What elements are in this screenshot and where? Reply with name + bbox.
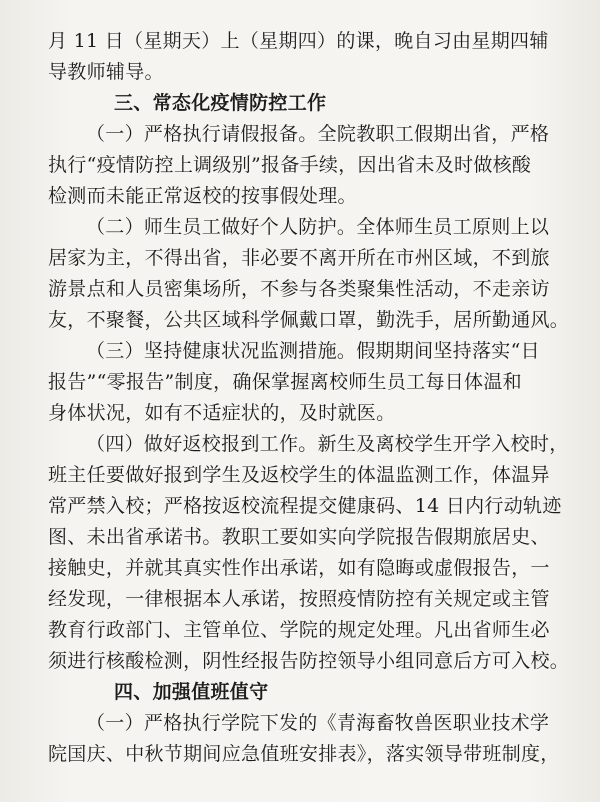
text-line: （一）严格执行学院下发的《青海畜牧兽医职业技术学 <box>86 712 550 734</box>
text-line: 院国庆、中秋节期间应急值班安排表》，落实领导带班制度， <box>48 743 560 765</box>
text-line: 居家为主，不得出省，非必要不离开所在市州区域，不到旅 <box>48 247 550 269</box>
text-line: 身体状况，如有不适症状的，及时就医。 <box>48 402 396 424</box>
text-line: （三）坚持健康状况监测措施。假期期间坚持落实“日 <box>86 340 540 362</box>
text-line: 教育行政部门、主管单位、学院的规定处理。凡出省师生必 <box>48 619 550 641</box>
text-line: 报告”“零报告”制度，确保掌握离校师生员工每日体温和 <box>48 371 522 393</box>
text-line: 接触史，并就其真实性作出承诺，如有隐晦或虚假报告，一 <box>48 557 550 579</box>
text-line: 友，不聚餐，公共区域科学佩戴口罩，勤洗手，居所勤通风。 <box>48 309 570 331</box>
document-body <box>48 26 570 770</box>
text-line: （一）严格执行请假报备。全院教职工假期出省，严格 <box>86 123 550 145</box>
text-line: 须进行核酸检测，阴性经报告防控领导小组同意后方可入校。 <box>48 650 570 672</box>
text-line: 导教师辅导。 <box>48 61 164 83</box>
text-line: 经发现，一律根据本人承诺，按照疫情防控有关规定或主管 <box>48 588 550 610</box>
text-line: 检测而未能正常返校的按事假处理。 <box>48 185 357 207</box>
text-line: 游景点和人员密集场所，不参与各类聚集性活动，不走亲访 <box>48 278 550 300</box>
text-line: 月 11 日（星期天）上（星期四）的课，晚自习由星期四辅 <box>48 30 549 52</box>
text-line: 执行“疫情防控上调级别”报备手续，因出省未及时做核酸 <box>48 154 532 176</box>
text-line: 班主任要做好报到学生及返校学生的体温监测工作，体温异 <box>48 464 550 486</box>
section-heading: 四、加强值班值守 <box>114 681 269 703</box>
section-heading: 三、常态化疫情防控工作 <box>114 92 327 114</box>
text-line: 图、未出省承诺书。教职工要如实向学院报告假期旅居史、 <box>48 526 550 548</box>
text-line: （二）师生员工做好个人防护。全体师生员工原则上以 <box>86 216 550 238</box>
text-line: （四）做好返校报到工作。新生及离校学生开学入校时， <box>86 433 569 455</box>
text-line: 常严禁入校；严格按返校流程提交健康码、14 日内行动轨迹 <box>48 495 562 517</box>
